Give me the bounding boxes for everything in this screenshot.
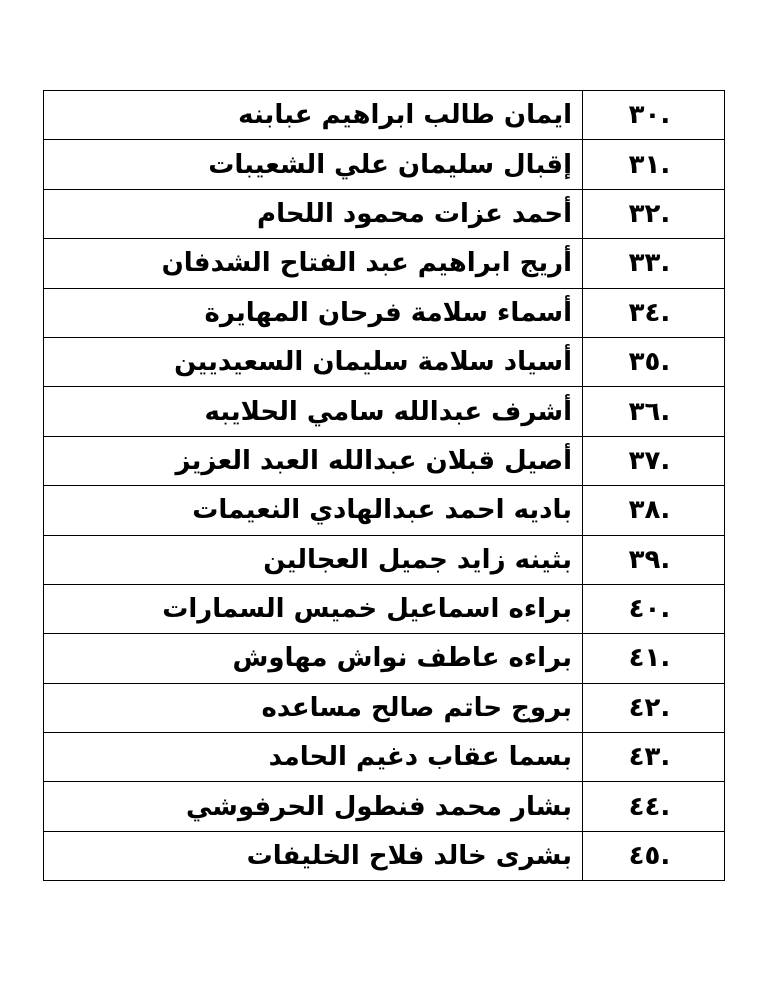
table-row bbox=[44, 683, 725, 732]
row-name: بروج حاتم صالح مساعده bbox=[44, 683, 583, 732]
row-name: براءه اسماعيل خميس السمارات bbox=[44, 584, 583, 633]
row-number: .٣٧ bbox=[583, 436, 725, 485]
row-number: .٣٨ bbox=[583, 486, 725, 535]
row-number: .٣٦ bbox=[583, 387, 725, 436]
table-row bbox=[44, 91, 725, 140]
row-number: .٤٠ bbox=[583, 584, 725, 633]
row-number: .٤١ bbox=[583, 634, 725, 683]
names-table bbox=[43, 90, 725, 881]
row-name: بسما عقاب دغيم الحامد bbox=[44, 733, 583, 782]
row-number: .٣٥ bbox=[583, 337, 725, 386]
row-name: إقبال سليمان علي الشعيبات bbox=[44, 140, 583, 189]
row-name: باديه احمد عبدالهادي النعيمات bbox=[44, 486, 583, 535]
table-row bbox=[44, 831, 725, 880]
row-name: أشرف عبدالله سامي الحلايبه bbox=[44, 387, 583, 436]
table-row bbox=[44, 535, 725, 584]
table-row bbox=[44, 486, 725, 535]
row-number: .٣١ bbox=[583, 140, 725, 189]
table-row bbox=[44, 436, 725, 485]
row-number: .٣٩ bbox=[583, 535, 725, 584]
row-name: أحمد عزات محمود اللحام bbox=[44, 189, 583, 238]
table-row bbox=[44, 337, 725, 386]
table-row bbox=[44, 584, 725, 633]
row-name: بشار محمد فنطول الحرفوشي bbox=[44, 782, 583, 831]
row-number: .٤٤ bbox=[583, 782, 725, 831]
row-name: أريج ابراهيم عبد الفتاح الشدفان bbox=[44, 239, 583, 288]
row-name: أصيل قبلان عبدالله العبد العزيز bbox=[44, 436, 583, 485]
row-name: بثينه زايد جميل العجالين bbox=[44, 535, 583, 584]
row-number: .٣٢ bbox=[583, 189, 725, 238]
row-name: أسياد سلامة سليمان السعيديين bbox=[44, 337, 583, 386]
row-number: .٣٠ bbox=[583, 91, 725, 140]
row-name: أسماء سلامة فرحان المهايرة bbox=[44, 288, 583, 337]
row-number: .٣٤ bbox=[583, 288, 725, 337]
table-row bbox=[44, 782, 725, 831]
table-row bbox=[44, 634, 725, 683]
table-row bbox=[44, 140, 725, 189]
row-name: براءه عاطف نواش مهاوش bbox=[44, 634, 583, 683]
row-number: .٤٢ bbox=[583, 683, 725, 732]
row-number: .٤٥ bbox=[583, 831, 725, 880]
table-row bbox=[44, 288, 725, 337]
row-name: ايمان طالب ابراهيم عبابنه bbox=[44, 91, 583, 140]
table-row bbox=[44, 387, 725, 436]
row-number: .٣٣ bbox=[583, 239, 725, 288]
table-row bbox=[44, 239, 725, 288]
row-number: .٤٣ bbox=[583, 733, 725, 782]
table-row bbox=[44, 189, 725, 238]
row-name: بشرى خالد فلاح الخليفات bbox=[44, 831, 583, 880]
table-row bbox=[44, 733, 725, 782]
